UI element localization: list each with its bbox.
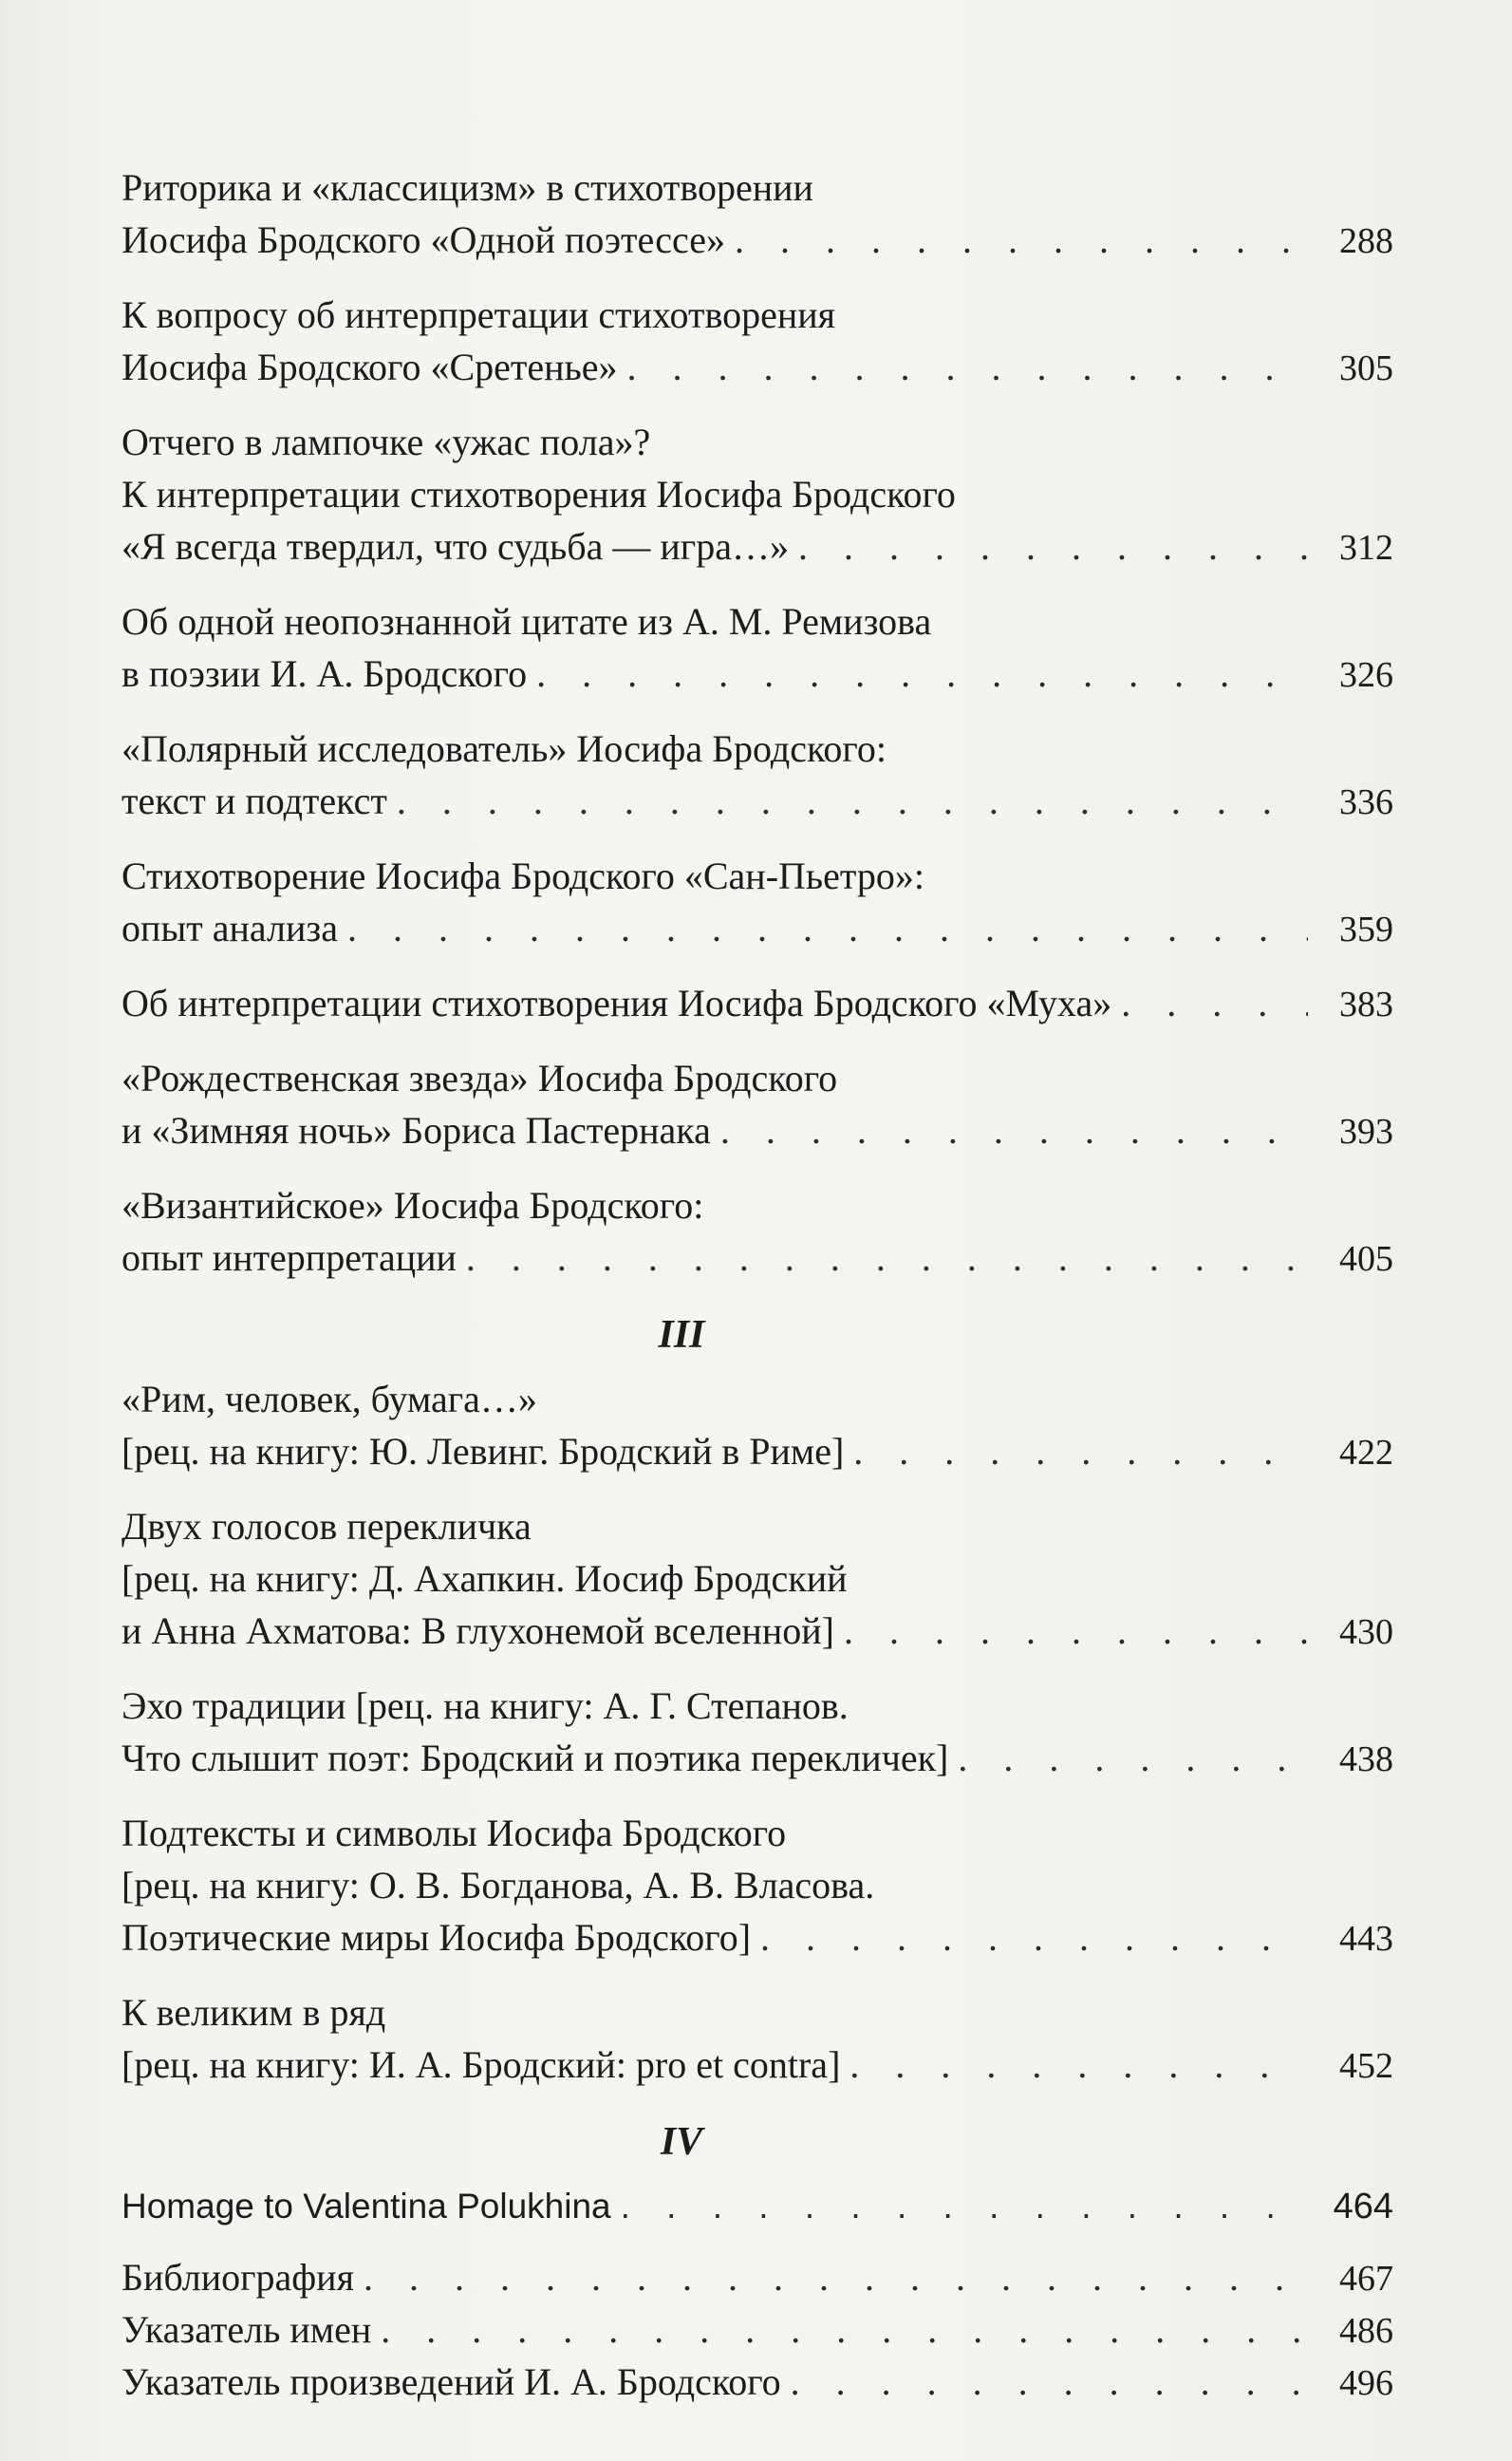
dot-leader	[958, 1732, 1308, 1784]
toc-entry-last-line	[121, 2358, 1393, 2407]
toc-entry-title-line: Homage to Valentina Polukhina	[121, 2187, 611, 2226]
toc-entry-title-line: Стихотворение Иосифа Бродского «Сан-Пьетро»:	[121, 855, 924, 897]
toc-entry	[121, 1680, 1393, 1786]
toc-entry-title-line: «Полярный исследователь» Иосифа Бродского:	[121, 727, 887, 770]
toc-entry-last-line	[121, 214, 1393, 268]
dot-leader	[720, 1104, 1308, 1156]
toc-group-homage	[121, 2180, 1393, 2233]
toc-entry-title-line: К великим в ряд	[121, 1991, 386, 2034]
toc-entry-last-line	[121, 520, 1393, 574]
page-number: 438	[1339, 1739, 1393, 1779]
toc-entry-last-line	[121, 1732, 1393, 1786]
toc-entry-title-line: «Рождественская звезда» Иосифа Бродского	[121, 1057, 838, 1099]
dot-leader	[364, 2254, 1308, 2301]
dot-leader	[381, 2306, 1308, 2354]
toc-entry	[121, 723, 1393, 829]
toc-entry-last-line	[121, 2180, 1393, 2233]
toc-entry-last-line	[121, 648, 1393, 702]
toc-entry	[121, 2254, 1393, 2302]
toc-entry-title-line: [рец. на книгу: Д. Ахапкин. Иосиф Бродский	[121, 1557, 848, 1600]
toc-entry-title-line: К вопросу об интерпретации стихотворения	[121, 293, 836, 336]
toc-entry	[121, 2180, 1393, 2233]
toc-entry-last-line	[121, 902, 1393, 956]
toc-entry-title-line: Что слышит поэт: Бродский и поэтика перекличек]	[121, 1737, 949, 1779]
page-number: 422	[1339, 1433, 1393, 1473]
toc-entry	[121, 1500, 1393, 1659]
toc-entry-title-line: Иосифа Бродского «Одной поэтессе»	[121, 218, 726, 261]
toc-entry	[121, 161, 1393, 268]
toc-entry-title-line: Библиография	[121, 2256, 354, 2299]
section-heading-iv: IV	[660, 2120, 703, 2164]
dot-leader	[536, 648, 1308, 700]
toc-entry-last-line	[121, 2254, 1393, 2302]
table-of-contents	[121, 161, 1393, 2411]
toc-entry-title-line: [рец. на книгу: О. В. Богданова, А. В. Власова.	[121, 1864, 875, 1907]
dot-leader	[466, 1231, 1308, 1284]
toc-entry-title-line: Указатель имен	[121, 2308, 372, 2351]
toc-entry-title-line: [рец. на книгу: Ю. Левинг. Бродский в Риме]	[121, 1430, 845, 1473]
toc-entry-title-line: и «Зимняя ночь» Бориса Пастернака	[121, 1109, 711, 1152]
toc-entry-title-line: Двух голосов перекличка	[121, 1505, 532, 1548]
toc-entry-title-line: опыт анализа	[121, 907, 338, 949]
toc-entry	[121, 595, 1393, 702]
toc-entry-title-line: в поэзии И. А. Бродского	[121, 652, 528, 695]
toc-entry-title-line: Эхо традиции [рец. на книгу: А. Г. Степанов.	[121, 1684, 849, 1727]
toc-entry-title-line: К интерпретации стихотворения Иосифа Бродского	[121, 473, 956, 516]
dot-leader	[735, 214, 1308, 266]
toc-entry-title-line: «Византийское» Иосифа Бродского:	[121, 1184, 704, 1227]
page-number: 430	[1339, 1612, 1393, 1652]
page-number: 452	[1339, 2046, 1393, 2086]
page-number: 288	[1339, 221, 1393, 261]
toc-entry	[121, 1052, 1393, 1158]
toc-entry-last-line	[121, 1104, 1393, 1158]
toc-entry-title-line: «Рим, человек, бумага…»	[121, 1378, 537, 1420]
toc-entry-title-line: Иосифа Бродского «Сретенье»	[121, 346, 618, 388]
toc-entry-last-line	[121, 341, 1393, 395]
toc-entry-last-line	[121, 775, 1393, 829]
toc-entry-title-line: Указатель произведений И. А. Бродского	[121, 2360, 781, 2403]
dot-leader	[760, 1911, 1308, 1963]
toc-entry-title-line: Об одной неопознанной цитате из А. М. Ремизова	[121, 600, 932, 643]
toc-entry-title-line: и Анна Ахматова: В глухонемой вселенной]	[121, 1609, 834, 1652]
page-number: 496	[1339, 2363, 1393, 2403]
page-number: 464	[1333, 2187, 1393, 2226]
toc-entry-last-line	[121, 1605, 1393, 1659]
toc-entry	[121, 977, 1393, 1031]
page-number: 336	[1339, 782, 1393, 822]
page-number: 393	[1339, 1112, 1393, 1152]
page-number: 326	[1339, 655, 1393, 695]
toc-entry-title-line: «Я всегда твердил, что судьба — игра…»	[121, 525, 789, 568]
toc-entry-last-line	[121, 1425, 1393, 1479]
dot-leader	[853, 1425, 1308, 1477]
toc-entry-title-line: Об интерпретации стихотворения Иосифа Бродского «Муха»	[121, 982, 1112, 1024]
dot-leader	[791, 2358, 1308, 2406]
page-number: 305	[1339, 348, 1393, 388]
toc-entry-title-line: [рец. на книгу: И. А. Бродский: pro et contra]	[121, 2043, 841, 2086]
toc-entry-last-line	[121, 1911, 1393, 1965]
toc-entry-last-line	[121, 977, 1393, 1031]
toc-entry-title-line: текст и подтекст	[121, 780, 387, 822]
dot-leader	[798, 520, 1308, 573]
dot-leader	[347, 902, 1308, 954]
page-number: 443	[1339, 1919, 1393, 1959]
toc-entry-title-line: Отчего в лампочке «ужас пола»?	[121, 421, 651, 463]
page-number: 405	[1339, 1239, 1393, 1279]
toc-entry	[121, 1986, 1393, 2093]
page-number: 359	[1339, 910, 1393, 949]
toc-entry-title-line: Подтексты и символы Иосифа Бродского	[121, 1812, 787, 1854]
toc-entry	[121, 289, 1393, 395]
toc-entry-title-line: опыт интерпретации	[121, 1236, 457, 1279]
toc-entry	[121, 416, 1393, 574]
toc-entry-last-line	[121, 1231, 1393, 1286]
toc-entry-title-line: Риторика и «классицизм» в стихотворении	[121, 166, 813, 209]
toc-entry-last-line	[121, 2038, 1393, 2093]
page-number: 486	[1339, 2311, 1393, 2351]
toc-entry-title-line: Поэтические миры Иосифа Бродского]	[121, 1916, 752, 1959]
toc-group-indexes	[121, 2254, 1393, 2407]
toc-entry	[121, 850, 1393, 956]
dot-leader	[844, 1605, 1308, 1657]
page-number: 312	[1339, 528, 1393, 568]
section-heading-iii: III	[658, 1313, 705, 1357]
page-number: 467	[1339, 2259, 1393, 2299]
toc-entry	[121, 1179, 1393, 1286]
dot-leader	[849, 2038, 1308, 2091]
page-number: 383	[1339, 985, 1393, 1024]
toc-group-reviews	[121, 1373, 1393, 2093]
toc-entry-last-line	[121, 2306, 1393, 2355]
toc-entry	[121, 1807, 1393, 1965]
dot-leader	[397, 775, 1308, 827]
toc-entry	[121, 2306, 1393, 2355]
toc-group-main	[121, 161, 1393, 1286]
toc-entry	[121, 1373, 1393, 1479]
dot-leader	[627, 341, 1308, 393]
toc-entry	[121, 2358, 1393, 2407]
dot-leader	[621, 2180, 1308, 2232]
dot-leader	[1121, 977, 1308, 1029]
